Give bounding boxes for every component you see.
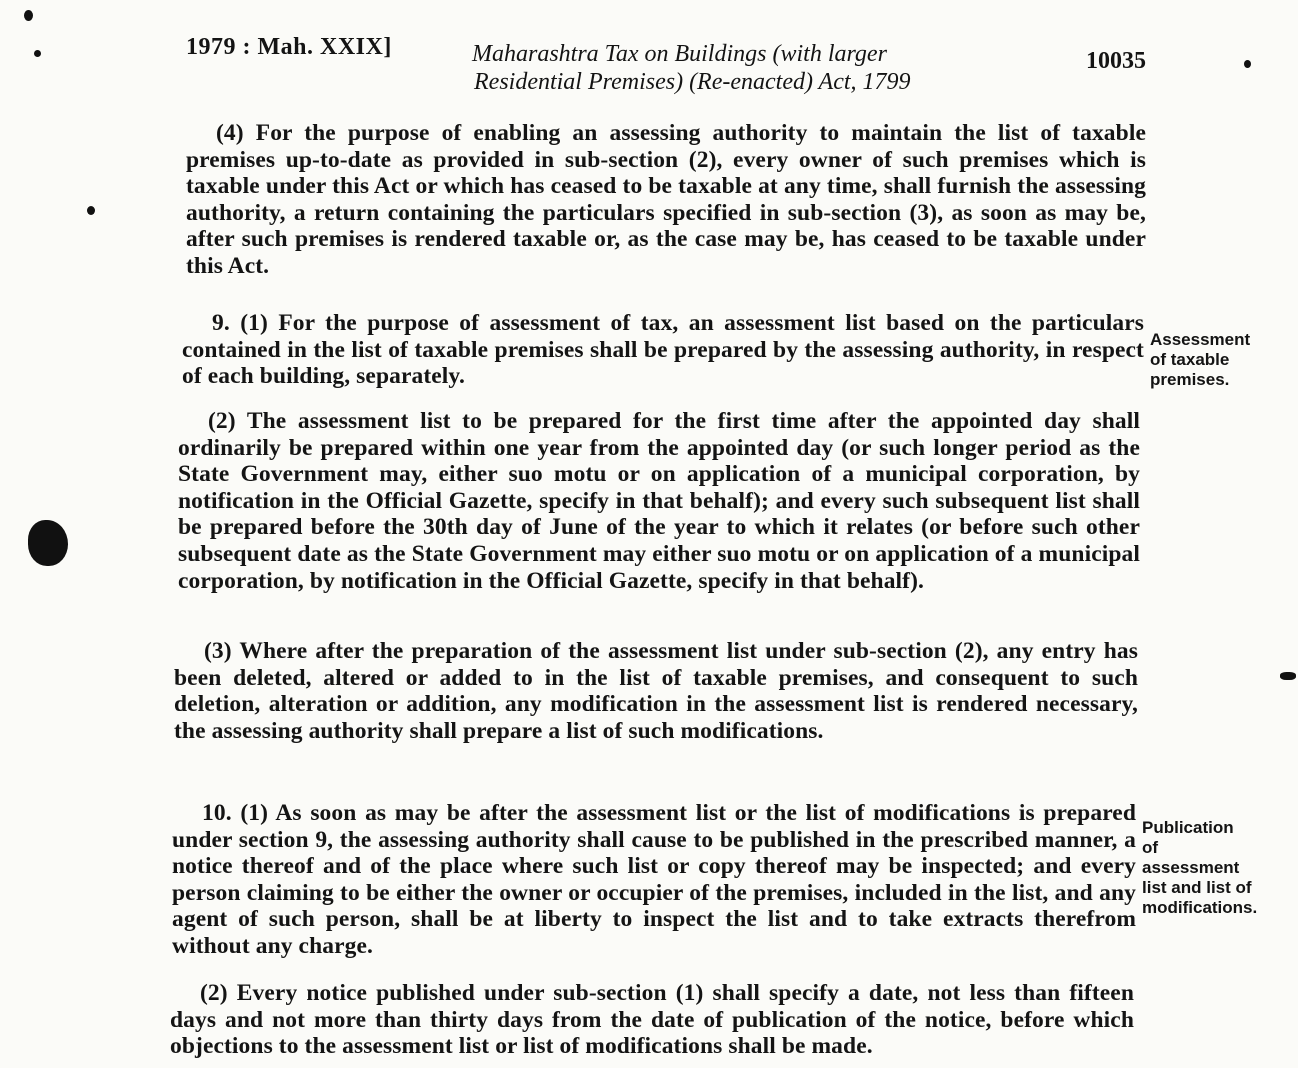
scan-blot-left xyxy=(28,520,68,566)
margin-note-section-10: Publication of assessment list and list of modifications. xyxy=(1142,818,1258,917)
scan-dot-top-left xyxy=(24,10,33,21)
scan-mark-right xyxy=(1280,672,1296,680)
header-citation: 1979 : Mah. XXIX] xyxy=(186,34,392,60)
paragraph-9-2: (2) The assessment list to be prepared for the first time after the appointed day shall ordinarily be prepared within one year from the appointed day (or such longer period as the State Government may, either suo motu or on application of a municipal corporation, by notification in the Official Gazette, specify in that behalf); and every such subsequent list shall be prepared before the 30th day of June of the year to which it relates (or before such other subsequent date as the State Government may either suo motu or on application of a municipal corporation, by notification in the Official Gazette, specify in that behalf). xyxy=(178,408,1140,594)
header-title-line1: Maharashtra Tax on Buildings (with larger xyxy=(472,41,887,67)
paragraph-10-1: 10. (1) As soon as may be after the assessment list or the list of modifications is prepared under section 9, the assessing authority shall cause to be published in the prescribed manner, a notice thereof and of the place where such list or copy thereof may be inspected; and every person claiming to be either the owner or occupier of the premises, included in the list, and any agent of such person, shall be at liberty to inspect the list and to take extracts therefrom without any charge. xyxy=(172,800,1136,959)
header-act-title xyxy=(472,40,1032,96)
scan-dot-left xyxy=(34,50,41,57)
scan-dot-left-mid xyxy=(87,206,95,215)
margin-note-section-9: Assessment of taxable premises. xyxy=(1150,330,1251,389)
header-title-line2: Residential Premises) (Re-enacted) Act, 1799 xyxy=(474,69,911,95)
paragraph-9-1: 9. (1) For the purpose of assessment of tax, an assessment list based on the particulars contained in the list of taxable premises shall be prepared by the assessing authority, in respect of each building, separately. xyxy=(182,310,1144,390)
page-number: 10035 xyxy=(1086,48,1146,74)
paragraph-9-3: (3) Where after the preparation of the assessment list under sub-section (2), any entry has been deleted, altered or added to in the list of taxable premises, and consequent to such deletion, alteration or addition, any modification in the assessment list is rendered necessary, the assessing authority shall prepare a list of such modifications. xyxy=(174,638,1138,744)
paragraph-8-4: (4) For the purpose of enabling an assessing authority to maintain the list of taxable premises up-to-date as provided in sub-section (2), every owner of such premises which is taxable under this Act or which has ceased to be taxable at any time, shall furnish the assessing authority, a return containing the particulars specified in sub-section (3), as soon as may be, after such premises is rendered taxable or, as the case may be, has ceased to be taxable under this Act. xyxy=(186,120,1146,279)
paragraph-10-2: (2) Every notice published under sub-section (1) shall specify a date, not less than fifteen days and not more than thirty days from the date of publication of the notice, before which objections to the assessment list or list of modifications shall be made. xyxy=(170,980,1134,1060)
scan-dot-right-top xyxy=(1244,60,1251,68)
